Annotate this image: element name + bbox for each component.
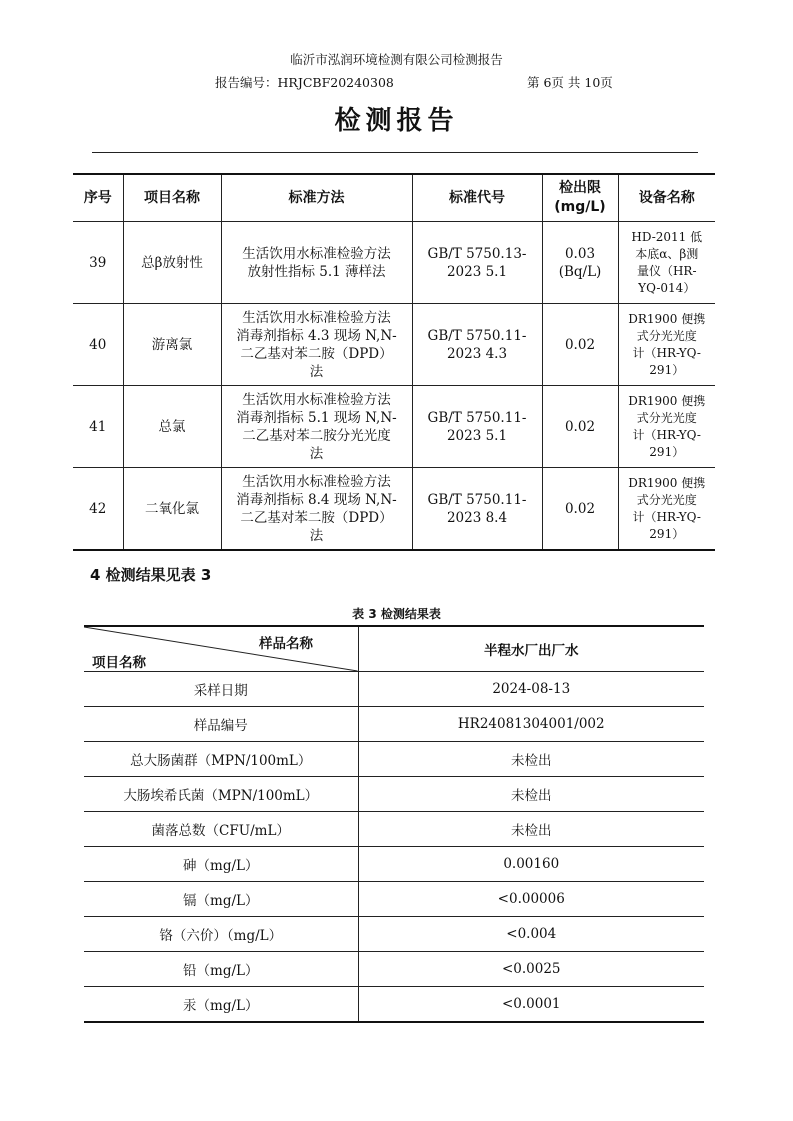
report-number: 报告编号：HRJCBF20240308 — [215, 75, 394, 90]
page-indicator: 第 6页 共 10页 — [527, 75, 613, 90]
result-item: 大肠埃希氏菌（MPN/100mL） — [84, 777, 358, 812]
row-limit: 0.02 — [542, 386, 618, 468]
result-item: 汞（mg/L） — [84, 987, 358, 1023]
row-no: 40 — [73, 304, 123, 386]
table-row — [84, 917, 704, 952]
header-item: 项目名称 — [123, 174, 221, 222]
row-equipment: DR1900 便携 式分光光度 计（HR-YQ- 291） — [618, 304, 715, 386]
row-item: 二氧化氯 — [123, 468, 221, 551]
page-title: 检测报告 — [334, 106, 459, 136]
row-code: GB/T 5750.11- 2023 5.1 — [412, 386, 542, 468]
table-row — [84, 882, 704, 917]
result-value: 0.00160 — [358, 847, 704, 882]
result-item: 铅（mg/L） — [84, 952, 358, 987]
row-limit: 0.03 (Bq/L) — [542, 222, 618, 304]
results-table — [84, 625, 704, 1023]
row-code: GB/T 5750.11- 2023 8.4 — [412, 468, 542, 551]
result-value: 未检出 — [358, 742, 704, 777]
section-heading: 4 检测结果见表 3 — [90, 566, 212, 584]
result-item: 铬（六价）（mg/L） — [84, 917, 358, 952]
table-row — [84, 987, 704, 1023]
result-value: HR24081304001/002 — [358, 707, 704, 742]
row-code: GB/T 5750.11- 2023 4.3 — [412, 304, 542, 386]
result-value: 2024-08-13 — [358, 672, 704, 707]
header-no: 序号 — [73, 174, 123, 222]
result-item: 样品编号 — [84, 707, 358, 742]
table-row — [84, 847, 704, 882]
row-equipment: DR1900 便携 式分光光度 计（HR-YQ- 291） — [618, 468, 715, 551]
report-company-header: 临沂市泓润环境检测有限公司检测报告 — [290, 52, 503, 67]
methods-table — [73, 173, 715, 551]
table-row — [73, 468, 715, 551]
result-value: <0.004 — [358, 917, 704, 952]
header-code: 标准代号 — [412, 174, 542, 222]
diagonal-header-cell — [84, 626, 358, 672]
header-equipment: 设备名称 — [618, 174, 715, 222]
table-row — [84, 707, 704, 742]
row-no: 42 — [73, 468, 123, 551]
header-method: 标准方法 — [221, 174, 412, 222]
result-value: 未检出 — [358, 812, 704, 847]
result-item: 采样日期 — [84, 672, 358, 707]
table-row — [84, 777, 704, 812]
table-row — [73, 386, 715, 468]
row-equipment: HD-2011 低 本底α、β测 量仪（HR- YQ-014） — [618, 222, 715, 304]
row-method: 生活饮用水标准检验方法 消毒剂指标 4.3 现场 N,N- 二乙基对苯二胺（DPD） 法 — [221, 304, 412, 386]
result-value: <0.0025 — [358, 952, 704, 987]
sample-name-value: 半程水厂出厂水 — [358, 626, 704, 672]
row-equipment: DR1900 便携 式分光光度 计（HR-YQ- 291） — [618, 386, 715, 468]
row-no: 39 — [73, 222, 123, 304]
result-item: 菌落总数（CFU/mL） — [84, 812, 358, 847]
item-name-label: 项目名称 — [92, 655, 146, 671]
result-item: 镉（mg/L） — [84, 882, 358, 917]
row-method: 生活饮用水标准检验方法 消毒剂指标 8.4 现场 N,N- 二乙基对苯二胺（DPD） 法 — [221, 468, 412, 551]
table-row — [84, 742, 704, 777]
row-item: 总β放射性 — [123, 222, 221, 304]
results-table-caption: 表 3 检测结果表 — [352, 607, 441, 621]
header-limit: 检出限 (mg/L) — [542, 174, 618, 222]
row-code: GB/T 5750.13- 2023 5.1 — [412, 222, 542, 304]
methods-header-row — [73, 174, 715, 222]
row-item: 总氯 — [123, 386, 221, 468]
row-no: 41 — [73, 386, 123, 468]
result-value: <0.00006 — [358, 882, 704, 917]
table-row — [84, 812, 704, 847]
result-item: 砷（mg/L） — [84, 847, 358, 882]
row-method: 生活饮用水标准检验方法 消毒剂指标 5.1 现场 N,N- 二乙基对苯二胺分光光度 法 — [221, 386, 412, 468]
results-header-row — [84, 626, 704, 672]
table-row — [73, 304, 715, 386]
row-limit: 0.02 — [542, 304, 618, 386]
result-value: 未检出 — [358, 777, 704, 812]
result-value: <0.0001 — [358, 987, 704, 1023]
table-row — [84, 672, 704, 707]
row-limit: 0.02 — [542, 468, 618, 551]
sample-name-label: 样品名称 — [259, 636, 313, 652]
result-item: 总大肠菌群（MPN/100mL） — [84, 742, 358, 777]
row-item: 游离氯 — [123, 304, 221, 386]
row-method: 生活饮用水标准检验方法 放射性指标 5.1 薄样法 — [221, 222, 412, 304]
title-divider — [92, 152, 698, 153]
table-row — [84, 952, 704, 987]
table-row — [73, 222, 715, 304]
